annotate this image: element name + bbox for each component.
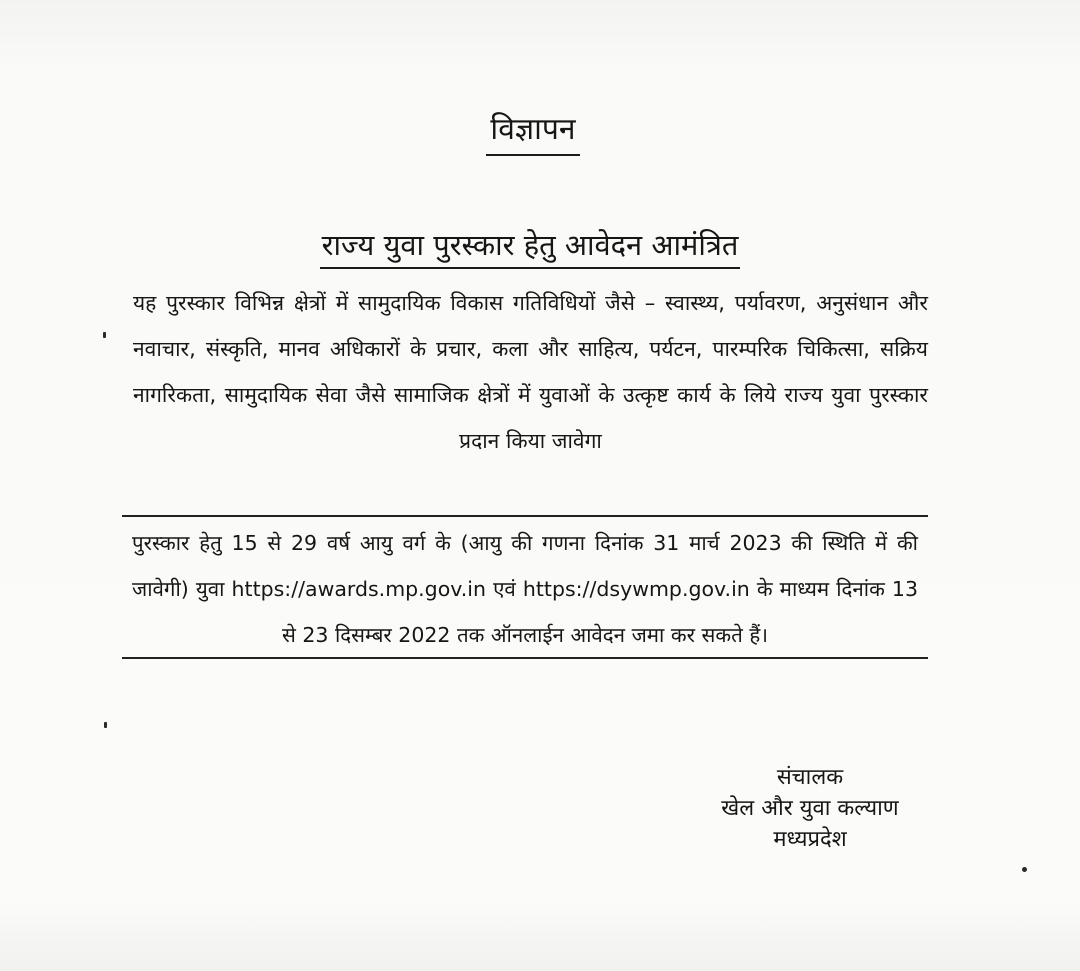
document-title	[0, 110, 1066, 156]
signature-state: मध्यप्रदेश	[773, 827, 847, 852]
top-divider	[122, 515, 928, 517]
scan-speck	[1022, 867, 1027, 872]
bottom-divider	[122, 657, 928, 659]
signature-designation: संचालक	[776, 765, 844, 790]
boxed-eligibility-notice: पुरस्कार हेतु 15 से 29 वर्ष आयु वर्ग के (आयु की गणना दिनांक 31 मार्च 2023 की स्थिति में की जावेगी) युवा https://awards.mp.gov.in एवं https://dsywmp.gov.in के माध्यम दिनांक 13 से 23 दिसम्बर 2022 तक ऑनलाईन आवेदन जमा कर सकते हैं।	[132, 531, 918, 647]
scan-speck	[104, 722, 107, 728]
description-paragraph: यह पुरस्कार विभिन्न क्षेत्रों में सामुदायिक विकास गतिविधियों जैसे – स्वास्थ्य, पर्यावरण, अनुसंधान और नवाचार, संस्कृति, मानव अधिकारों के प्रचार, कला और साहित्य, पर्यटन, पारम्परिक चिकित्सा, सक्रिय नागरिकता, सामुदायिक सेवा जैसे सामाजिक क्षेत्रों में युवाओं के उत्कृष्ट कार्य के लिये राज्य युवा पुरस्कार प्रदान किया जावेगा	[133, 291, 928, 453]
notice-heading-text: राज्य युवा पुरस्कार हेतु आवेदन आमंत्रित	[320, 225, 741, 269]
notice-heading	[0, 225, 1060, 269]
scan-speck	[103, 332, 106, 338]
signature-block	[655, 762, 965, 855]
signature-department: खेल और युवा कल्याण	[721, 796, 899, 821]
document-title-text: विज्ञापन	[486, 110, 579, 156]
